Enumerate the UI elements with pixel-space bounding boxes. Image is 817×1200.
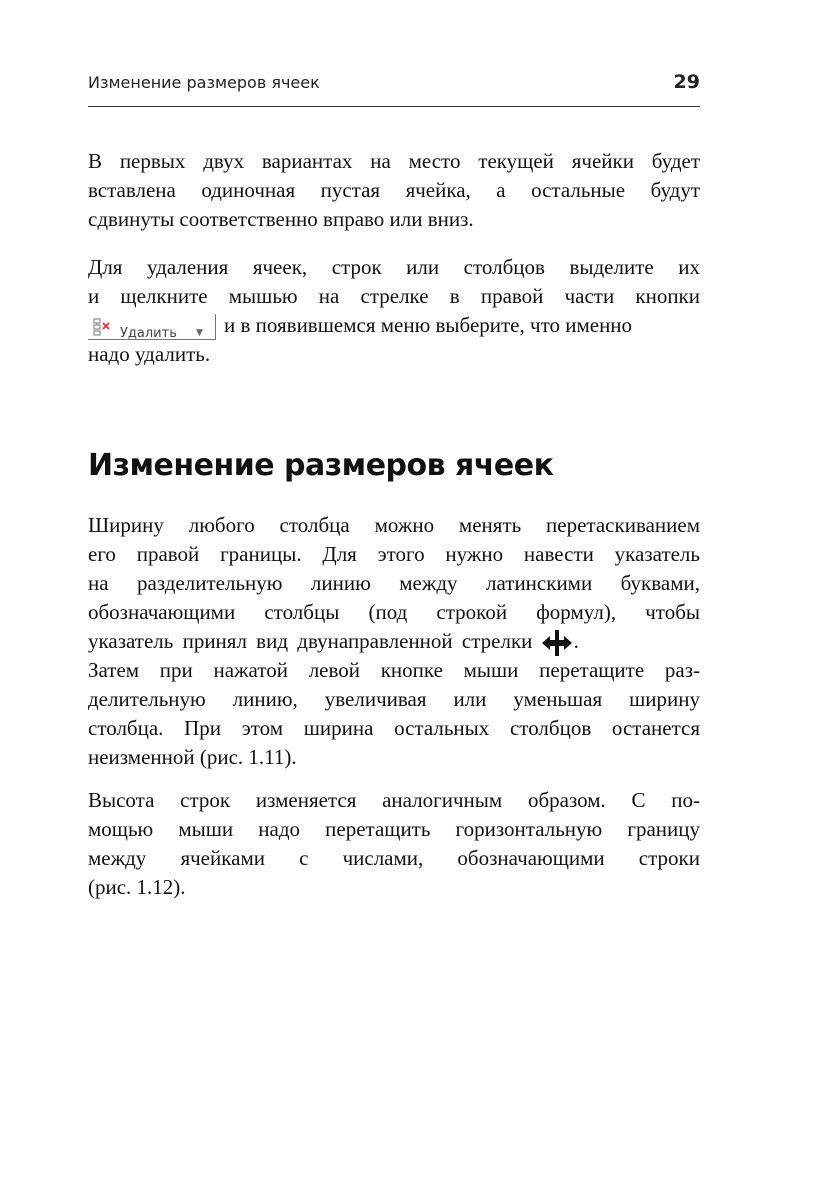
section-heading: Изменение размеров ячеек [88, 448, 554, 483]
paragraph-delete-cells [88, 253, 700, 369]
resize-horizontal-cursor-icon [540, 628, 574, 658]
delete-cells-icon [92, 318, 114, 336]
text-line: Высота строк изменяется аналогичным образом. С по- [88, 788, 700, 812]
paragraph-insert-result [88, 147, 700, 234]
text-line: и щелкните мышью на стрелке в правой части кнопки [88, 284, 700, 308]
header-divider [88, 106, 700, 107]
text-line-with-icon [88, 627, 700, 656]
paragraph-column-width [88, 511, 700, 772]
text-line: столбца. При этом ширина остальных столбцов останется [88, 716, 700, 740]
paragraph-row-height [88, 786, 700, 902]
text-line: Для удаления ячеек, строк или столбцов выделите их [88, 255, 700, 279]
text-fragment: . [573, 629, 579, 653]
text-line-with-button [88, 311, 700, 340]
text-line: надо удалить. [88, 342, 211, 366]
dropdown-arrow-icon[interactable]: ▼ [196, 328, 203, 339]
text-line: делительную линию, увеличивая или уменьшая ширину [88, 687, 700, 711]
delete-button-label: Удалить [120, 326, 177, 342]
text-line: вставлена одиночная пустая ячейка, а остальные будут [88, 178, 700, 202]
text-line: (рис. 1.12). [88, 875, 186, 899]
text-line: обозначающими столбцы (под строкой формул), чтобы [88, 600, 700, 624]
text-fragment: и в появившемся меню выберите, что именно [224, 313, 633, 337]
running-header-title: Изменение размеров ячеек [88, 73, 320, 92]
text-line: Затем при нажатой левой кнопке мыши перетащите раз- [88, 658, 700, 682]
text-line: Ширину любого столбца можно менять перетаскиванием [88, 513, 700, 537]
text-line: сдвинуты соответственно вправо или вниз. [88, 207, 474, 231]
text-line: В первых двух вариантах на место текущей ячейки будет [88, 149, 700, 173]
text-line: его правой границы. Для этого нужно навести указатель [88, 542, 700, 566]
page-number: 29 [673, 71, 700, 93]
text-line: на разделительную линию между латинскими буквами, [88, 571, 700, 595]
delete-button[interactable] [88, 314, 216, 340]
text-fragment: указатель принял вид двунаправленной стрелки [88, 629, 533, 653]
text-line: неизменной (рис. 1.11). [88, 745, 297, 769]
text-line: между ячейками с числами, обозначающими строки [88, 846, 700, 870]
text-line: мощью мыши надо перетащить горизонтальную границу [88, 817, 700, 841]
